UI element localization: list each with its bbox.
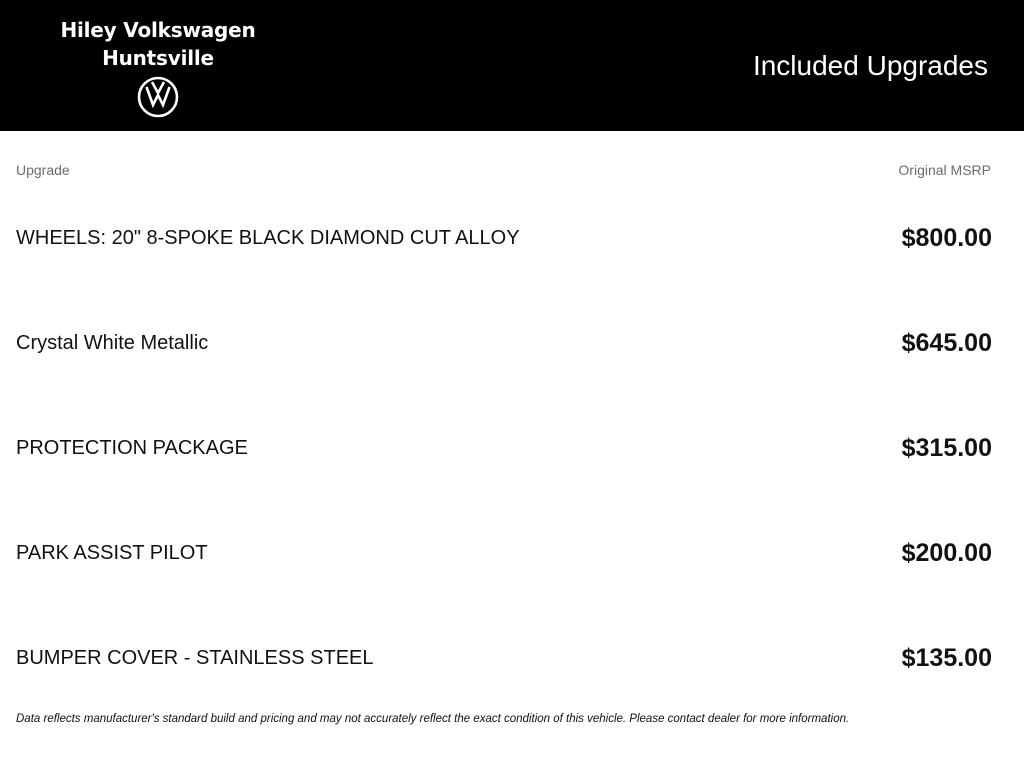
dealer-location: Huntsville [102, 46, 214, 70]
table-row [0, 185, 1024, 290]
table-row [0, 605, 1024, 710]
upgrade-name: WHEELS: 20" 8-SPOKE BLACK DIAMOND CUT ALLOY [16, 227, 520, 249]
table-row [0, 500, 1024, 605]
vw-logo-icon [137, 76, 179, 118]
dealer-name: Hiley Volkswagen [60, 18, 256, 42]
upgrade-price: $800.00 [901, 224, 992, 252]
column-header-upgrade: Upgrade [16, 162, 70, 178]
upgrade-name: BUMPER COVER - STAINLESS STEEL [16, 647, 374, 669]
header-banner [0, 0, 1024, 131]
upgrade-price: $315.00 [901, 434, 992, 462]
table-row [0, 290, 1024, 395]
column-header-msrp: Original MSRP [898, 162, 991, 178]
upgrade-name: PARK ASSIST PILOT [16, 542, 208, 564]
upgrade-name: Crystal White Metallic [16, 332, 209, 354]
upgrade-price: $200.00 [901, 539, 992, 567]
table-row [0, 395, 1024, 500]
page-title: Included Upgrades [752, 50, 988, 81]
upgrade-name: PROTECTION PACKAGE [16, 437, 248, 459]
upgrade-price: $645.00 [901, 329, 992, 357]
upgrades-table [0, 185, 1024, 710]
disclaimer-text: Data reflects manufacturer's standard build and pricing and may not accurately reflect the exact condition of this vehicle. Please contact dealer for more information. [16, 713, 850, 725]
dealer-logo-block [58, 16, 258, 118]
upgrade-price: $135.00 [901, 644, 992, 672]
